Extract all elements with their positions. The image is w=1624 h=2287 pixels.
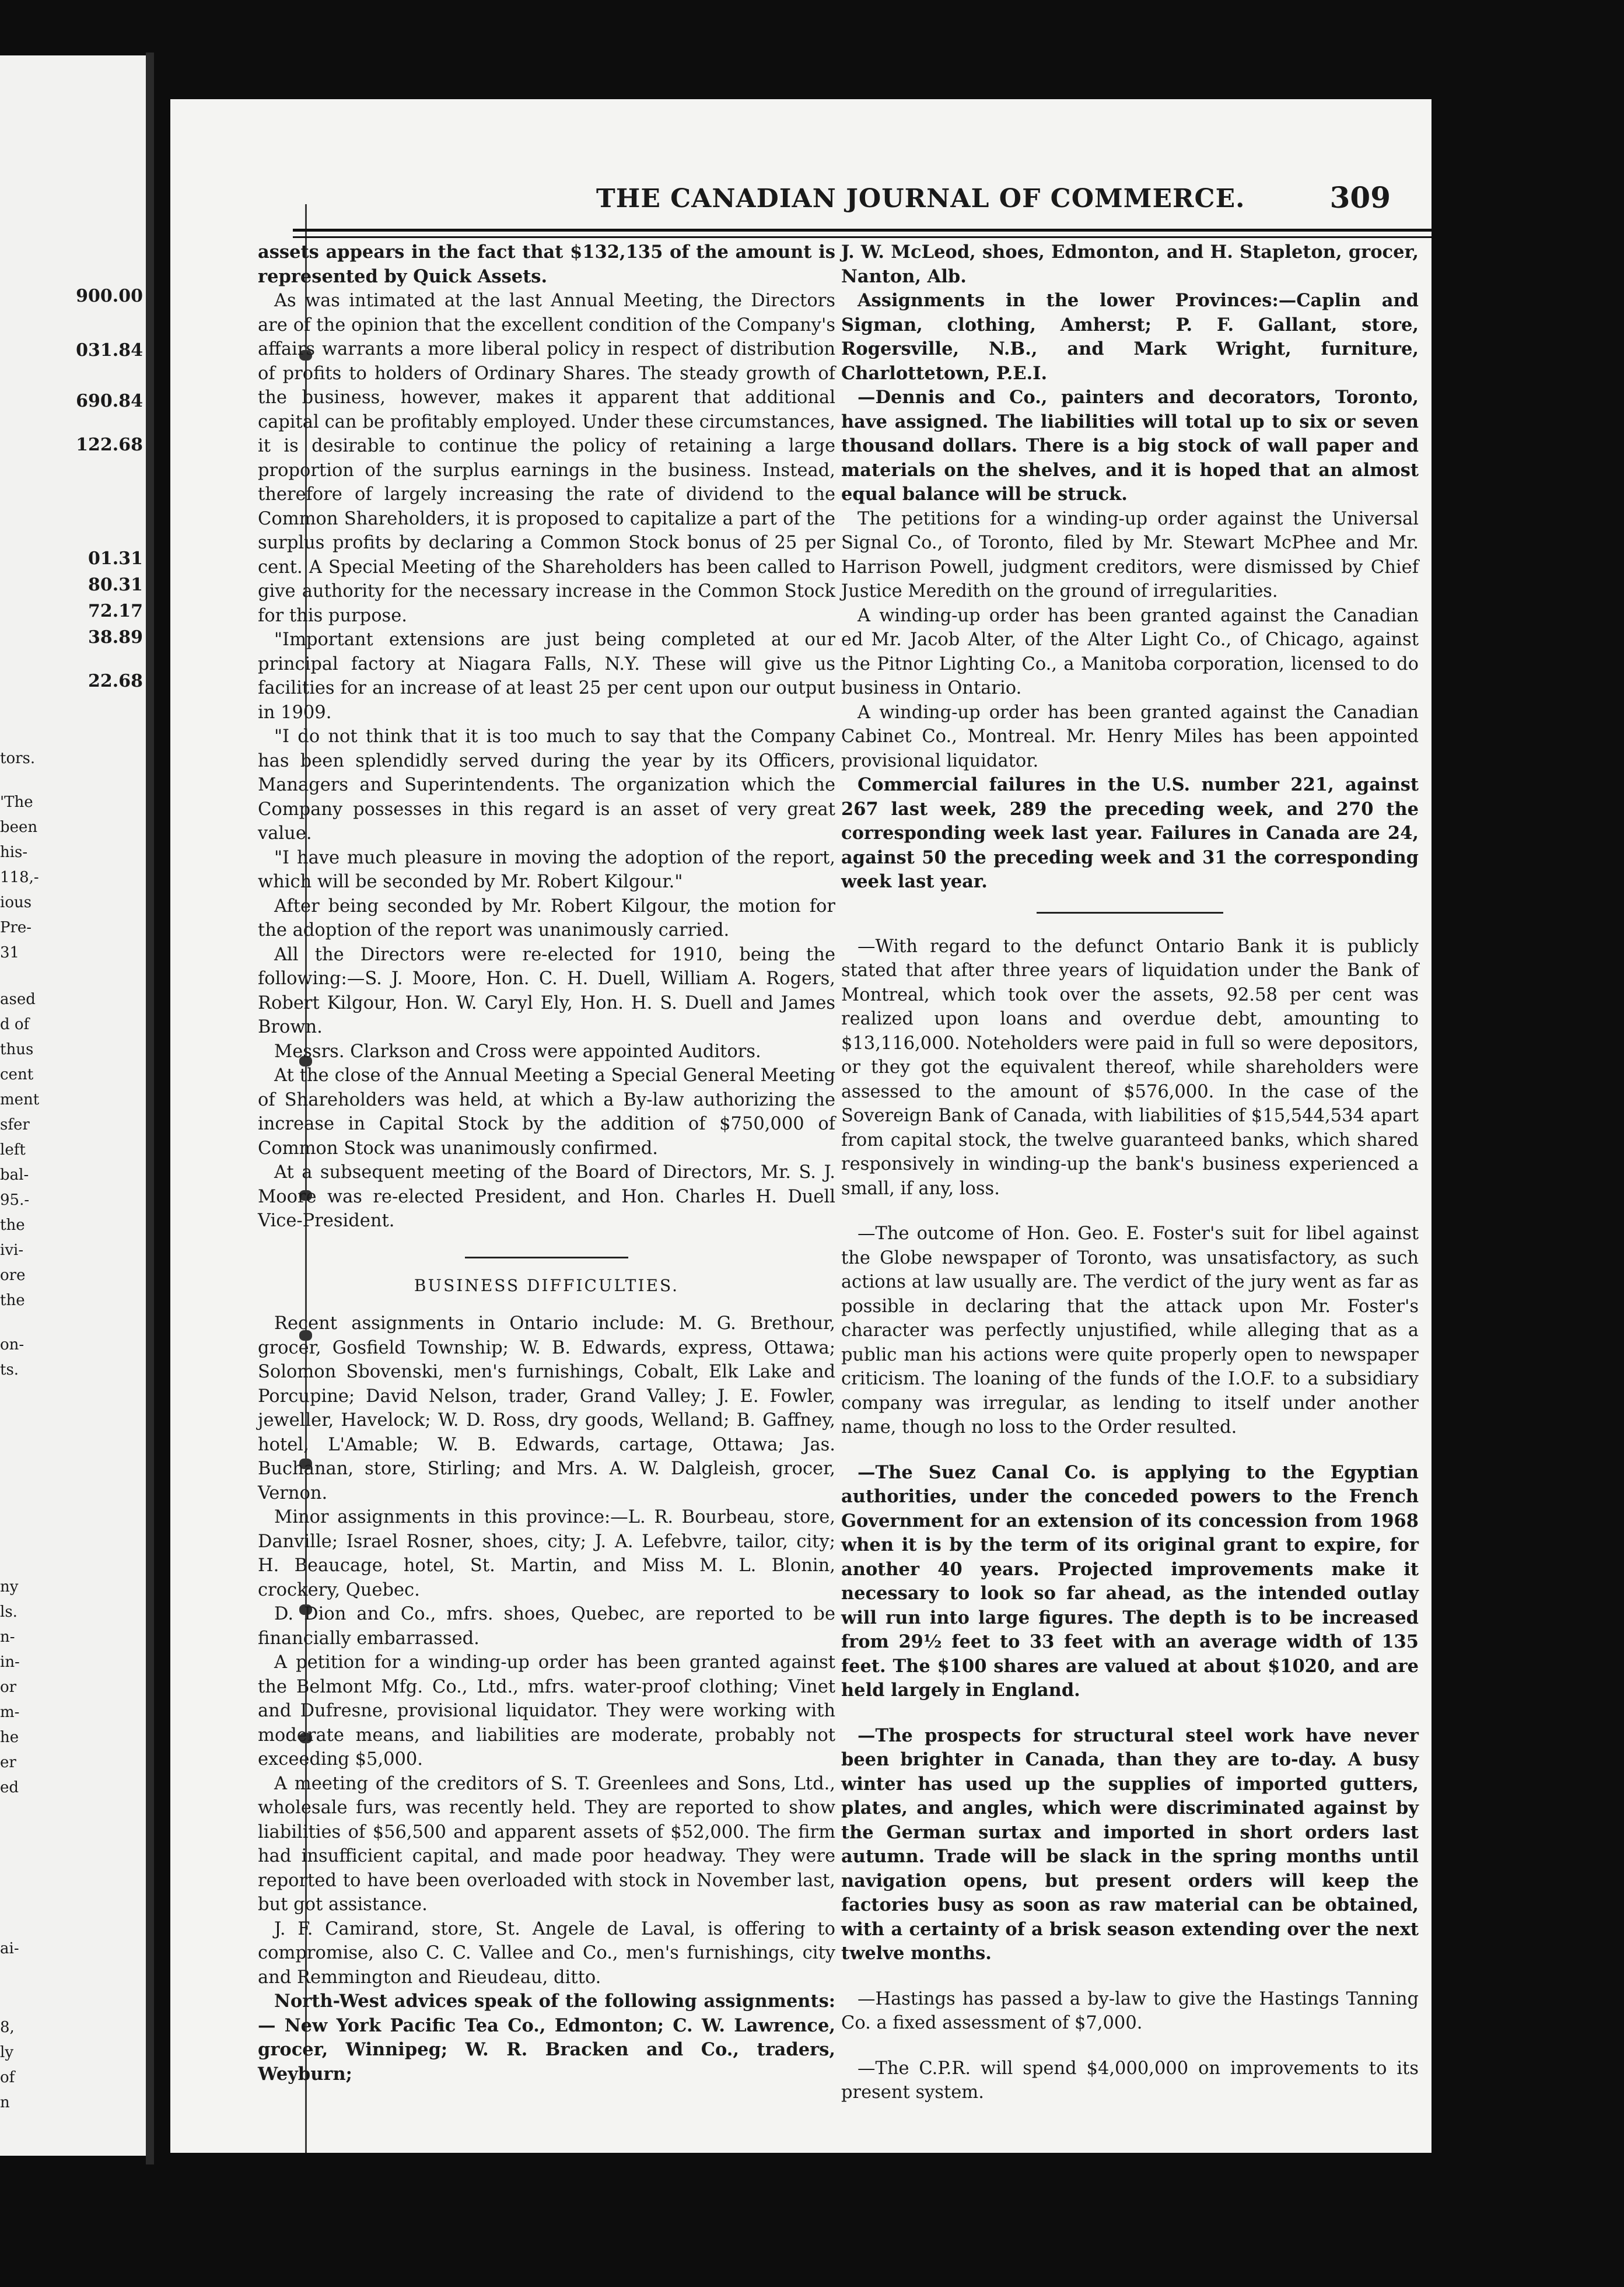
paragraph: Recent assignments in Ontario include: M. G. Brethour, grocer, Gosfield Township; W. B. Edwards, express, Ottawa; Solomon Sbovenski, men's furnishings, Cobalt, Elk Lake and Porcupine; David Nelson, trader, Grand Valley; J. E. Fowler, jeweller, Havelock; W. D. Ross, dry goods, Welland; B. Gaffney, hotel, L'Amable; W. B. Edwards, cartage, Ottawa; Jas. Buchanan, store, Stirling; and Mrs. A. W. Dalgleish, grocer, Vernon. [258, 1313, 835, 1503]
news-item: —Hastings has passed a by-law to give the Hastings Tanning Co. a fixed assessment of $7,000. [841, 1988, 1419, 2033]
paragraph: All the Directors were re-elected for 1910, being the following:—S. J. Moore, Hon. C. H. Duell, William A. Rogers, Robert Kilgour, Hon. W. Caryl Ely, Hon. H. S. Duell and James Brown. [258, 944, 835, 1037]
prev-page-fragment: his- [0, 844, 28, 861]
page-number: 309 [1329, 180, 1391, 215]
prev-page-fragment: the [0, 1216, 25, 1234]
prev-page-figure: 80.31 [88, 575, 143, 595]
paragraph: Assignments in the lower Provinces:—Caplin and Sigman, clothing, Amherst; P. F. Gallant, store, Rogersville, N.B., and Mark Wright, furniture, Charlottetown, P.E.I. [841, 290, 1419, 384]
news-item: —The prospects for structural steel work have never been brighter in Canada, than they are to-day. A busy winter has used up the supplies of imported gutters, plates, and angles, which were discriminated against by the German surtax and imported in short orders last autumn. Trade will be slack in the spring months until navigation opens, but present orders will keep the factories busy as soon as raw material can be obtained, with a certainty of a brisk season extending over the next twelve months. [841, 1725, 1419, 1964]
paragraph: As was intimated at the last Annual Meeting, the Directors are of the opinion that the excellent condition of the Company's affairs warrants a more liberal policy in respect of distribution of profits to holders of Ordinary Shares. The steady growth of the business, however, makes it apparent that additional capital can be profitably employed. Under these circumstances, it is desirable to continue the policy of retaining a large proportion of the surplus earnings in the business. Instead, therefore of largely increasing the rate of dividend to the Common Shareholders, it is proposed to capitalize a part of the surplus profits by declaring a Common Stock bonus of 25 per cent. A Special Meeting of the Shareholders has been called to give authority for the necessary increase in the Common Stock for this purpose. [258, 291, 835, 626]
prev-page-figure: 122.68 [76, 435, 143, 455]
prev-page-fragment: 118,- [0, 869, 39, 886]
prev-page-fragment: 8, [0, 2019, 15, 2036]
paragraph: J. W. McLeod, shoes, Edmonton, and H. Stapleton, grocer, Nanton, Alb. [841, 242, 1419, 287]
paragraph: "I have much pleasure in moving the adoption of the report, which will be seconded by Mr. Robert Kilgour." [258, 847, 835, 892]
prev-page-fragment: n- [0, 1628, 15, 1646]
journal-page [170, 99, 1432, 2153]
header-rule [293, 229, 1432, 238]
news-item: —With regard to the defunct Ontario Bank it is publicly stated that after three years of liquidation under the Bank of Montreal, which took over the assets, 92.58 per cent was realized upon loans and overdue debt, amounting to $13,116,000. Noteholders were paid in full so were depositors, or they got the equivalent thereof, while shareholders were assessed to the amount of $576,000. In the case of the Sovereign Bank of Canada, with liabilities of $15,544,534 apart from capital stock, the twelve guaranteed banks, which shared responsively in winding-up the bank's business experienced a small, if any, loss. [841, 936, 1419, 1199]
prev-page-fragment: er [0, 1754, 16, 1771]
prev-page-figure: 690.84 [76, 391, 143, 411]
previous-page-edge [0, 55, 149, 2156]
prev-page-fragment: ts. [0, 1361, 19, 1379]
prev-page-fragment: been [0, 819, 38, 836]
prev-page-fragment: d of [0, 1016, 30, 1033]
prev-page-fragment: he [0, 1729, 19, 1746]
prev-page-fragment: on- [0, 1336, 24, 1354]
paragraph: —Dennis and Co., painters and decorators, Toronto, have assigned. The liabilities will total up to six or seven thousand dollars. There is a big stock of wall paper and materials on the shelves, and it is hoped that an almost equal balance will be struck. [841, 387, 1419, 505]
prev-page-fragment: ore [0, 1267, 26, 1284]
prev-page-figure: 900.00 [76, 286, 143, 306]
prev-page-fragment: thus [0, 1041, 34, 1058]
left-column [258, 240, 835, 2086]
prev-page-figure: 01.31 [88, 548, 143, 569]
section-divider [465, 1257, 628, 1258]
prev-page-fragment: of [0, 2069, 15, 2086]
prev-page-figure: 031.84 [76, 340, 143, 361]
paragraph: After being seconded by Mr. Robert Kilgour, the motion for the adoption of the report was unanimously carried. [258, 896, 835, 940]
prev-page-fragment: bal- [0, 1166, 29, 1184]
prev-page-fragment: or [0, 1678, 17, 1696]
prev-page-fragment: left [0, 1141, 26, 1159]
paragraph: "I do not think that it is too much to say that the Company has been splendidly served during the year by its Officers, Managers and Superintendents. The organization which the Company possesses in this regard is an asset of very great value. [258, 726, 835, 844]
paragraph: D. Dion and Co., mfrs. shoes, Quebec, are reported to be financially embarrassed. [258, 1604, 835, 1649]
prev-page-fragment: the [0, 1292, 25, 1309]
prev-page-fragment: n [0, 2094, 10, 2111]
prev-page-fragment: tors. [0, 750, 36, 767]
paragraph: The petitions for a winding-up order against the Universal Signal Co., of Toronto, filed by Mr. Stewart McPhee and Mr. Harrison Powell, judgment creditors, were dismissed by Chief Justice Meredith on the ground of irregularities. [841, 508, 1419, 602]
paragraph: A meeting of the creditors of S. T. Greenlees and Sons, Ltd., wholesale furs, was recently held. They are reported to show liabilities of $56,500 and apparent assets of $52,000. The firm had insufficient capital, and made poor headway. They were reported to have been overloaded with stock in November last, but got assistance. [258, 1773, 835, 1915]
prev-page-fragment: 95.- [0, 1191, 30, 1209]
news-item: —The Suez Canal Co. is applying to the Egyptian authorities, under the conceded powers to the French Government for an extension of its concession from 1968 when it is by the term of its original grant to expire, for another 40 years. Projected improvements make it necessary to look so far ahead, as the intended outlay will run into large figures. The depth is to be increased from 29½ feet to 33 feet with an average width of 135 feet. The $100 shares are valued at about $1020, and are held largely in England. [841, 1461, 1419, 1701]
section-divider [1037, 912, 1223, 914]
prev-page-figure: 38.89 [88, 627, 143, 648]
section-heading: BUSINESS DIFFICULTIES. [414, 1275, 680, 1295]
paragraph: Minor assignments in this province:—L. R. Bourbeau, store, Danville; Israel Rosner, shoes, city; J. A. Lefebvre, tailor, city; H. Beaucage, hotel, St. Martin, and Miss M. L. Blonin, crockery, Quebec. [258, 1507, 835, 1600]
prev-page-fragment: m- [0, 1704, 20, 1721]
prev-page-fragment: ment [0, 1091, 40, 1108]
prev-page-fragment: ai- [0, 1940, 19, 1957]
paragraph: Commercial failures in the U.S. number 221, against 267 last week, 289 the preceding week, and 270 the corresponding week last year. Failures in Canada are 24, against 50 the preceding week and 31 the corresponding week last year. [841, 774, 1419, 892]
paragraph: assets appears in the fact that $132,135 of the amount is represented by Quick Assets. [258, 242, 835, 287]
prev-page-fragment: ivi- [0, 1242, 24, 1259]
paragraph: A petition for a winding-up order has been granted against the Belmont Mfg. Co., Ltd., mfrs. water-proof clothing; Vinet and Dufresne, provisional liquidator. They were working with moderate means, and liabilities are moderate, probably not exceeding $5,000. [258, 1652, 835, 1770]
prev-page-fragment: ny [0, 1578, 19, 1596]
prev-page-fragment: ly [0, 2044, 14, 2061]
prev-page-fragment: ed [0, 1779, 19, 1796]
paragraph: North-West advices speak of the following assignments:— New York Pacific Tea Co., Edmonton; C. W. Lawrence, grocer, Winnipeg; W. R. Bracken and Co., traders, Weyburn; [258, 1991, 835, 2085]
paragraph: At the close of the Annual Meeting a Special General Meeting of Shareholders was held, at which a By-law authorizing the increase in Capital Stock by the addition of $750,000 of Common Stock was unanimously confirmed. [258, 1065, 835, 1159]
prev-page-fragment: Pre- [0, 919, 32, 936]
paragraph: A winding-up order has been granted against the Canadian Cabinet Co., Montreal. Mr. Henry Miles has been appointed provisional liquidator. [841, 702, 1419, 771]
prev-page-fragment: ased [0, 991, 36, 1008]
prev-page-fragment: ious [0, 894, 32, 911]
paragraph: A winding-up order has been granted against the Canadian ed Mr. Jacob Alter, of the Alter Light Co., of Chicago, against the Pitnor Lighting Co., a Manitoba corporation, licensed to do business in Ontario. [841, 605, 1419, 698]
right-column [841, 240, 1419, 2105]
paragraph: J. F. Camirand, store, St. Angele de Laval, is offering to compromise, also C. C. Vallee and Co., men's furnishings, city and Remmington and Rieudeau, ditto. [258, 1918, 835, 1988]
binding-gutter [146, 53, 154, 2164]
prev-page-fragment: in- [0, 1653, 20, 1671]
prev-page-figure: 72.17 [88, 601, 143, 621]
paragraph: At a subsequent meeting of the Board of Directors, Mr. S. J. Moore was re-elected President, and Hon. Charles H. Duell Vice-President. [258, 1162, 835, 1231]
prev-page-fragment: cent [0, 1066, 34, 1083]
prev-page-fragment: 31 [0, 944, 20, 961]
prev-page-fragment: sfer [0, 1116, 30, 1134]
paragraph: Messrs. Clarkson and Cross were appointed Auditors. [274, 1041, 761, 1062]
journal-title: THE CANADIAN JOURNAL OF COMMERCE. [596, 184, 1245, 214]
prev-page-figure: 22.68 [88, 671, 143, 691]
prev-page-fragment: ls. [0, 1603, 18, 1621]
prev-page-fragment: 'The [0, 793, 33, 811]
news-item: —The outcome of Hon. Geo. E. Foster's suit for libel against the Globe newspaper of Toronto, was unsatisfactory, as such actions at law usually are. The verdict of the jury went as far as possible in declaring that the attack upon Mr. Foster's character was perfectly unjustified, while alleging that as a public man his actions were quite properly open to newspaper criticism. The loaning of the funds of the I.O.F. to a subsidiary company was irregular, as lending to itself under another name, though no loss to the Order resulted. [841, 1223, 1419, 1438]
paragraph: "Important extensions are just being completed at our principal factory at Niagara Falls, N.Y. These will give us facilities for an increase of at least 25 per cent upon our output in 1909. [258, 630, 835, 723]
news-item: —The C.P.R. will spend $4,000,000 on improvements to its present system. [841, 2058, 1419, 2103]
page-header [293, 180, 1432, 225]
